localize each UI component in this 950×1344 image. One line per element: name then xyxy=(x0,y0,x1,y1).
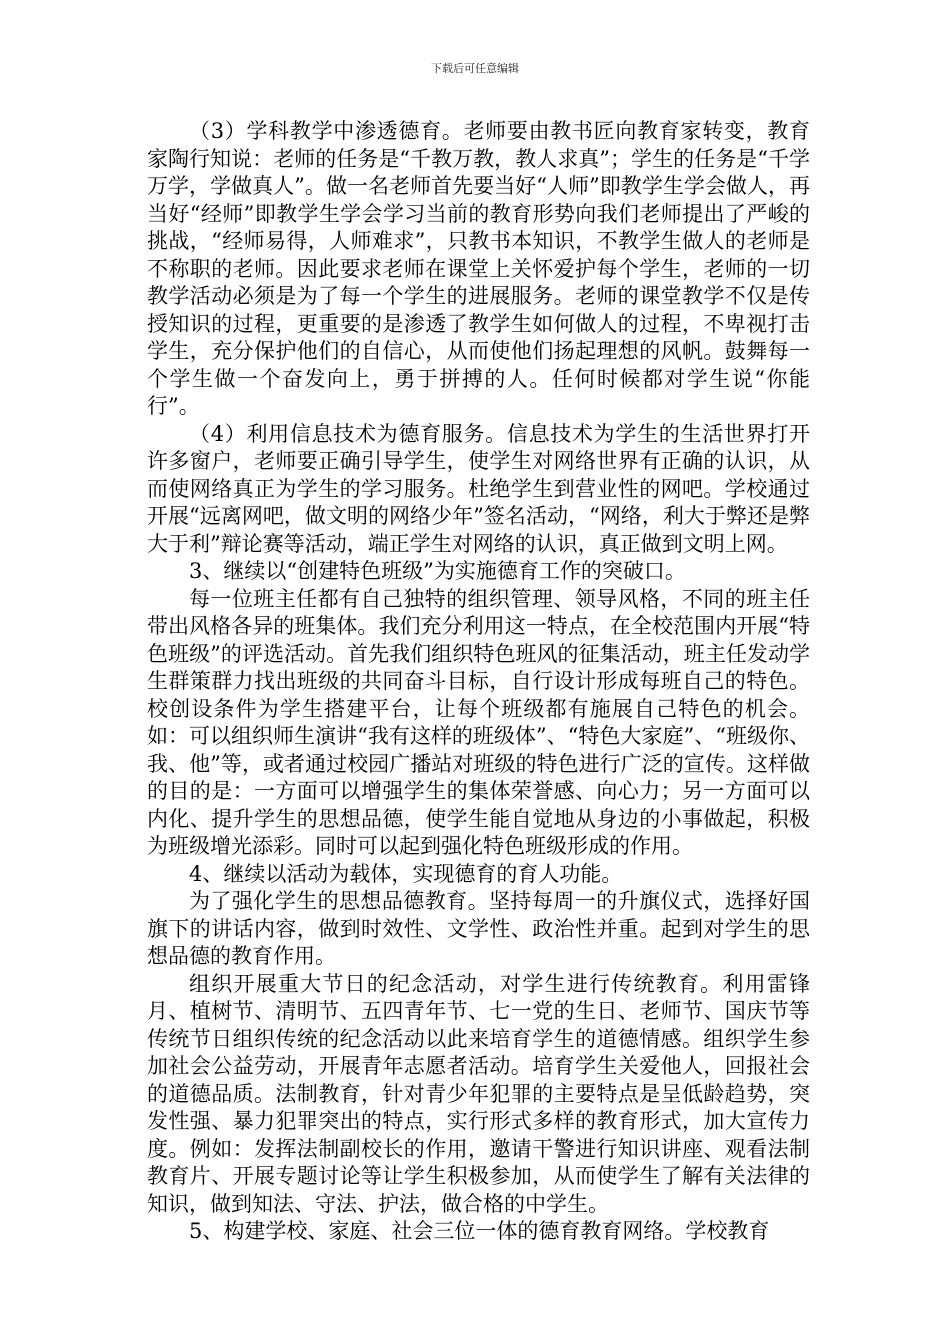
heading-activities: 4、继续以活动为载体，实现德育的育人功能。 xyxy=(189,861,623,886)
page-header: 下载后可任意编辑 xyxy=(431,62,519,75)
heading-special-class: 3、继续以“创建特色班级”为实施德育工作的突破口。 xyxy=(189,559,686,583)
paragraph-information-technology: （4）利用信息技术为德育服务。信息技术为学生的生活世界打开许多窗户，老师要正确引导学生，使学生对网络世界有正确的认识，从而使网络真正为学生的学习服务。杜绝学生到营业性的网吧。学校通过开展“远离网吧，做文明的网络少年”签名活动，“网络，利大于弊还是弊大于利”辩论赛等活动，端正学生对网络的认识，真正做到文明上网。 xyxy=(147,421,810,556)
paragraph-festival-activities: 组织开展重大节日的纪念活动，对学生进行传统教育。利用雷锋月、植树节、清明节、五四青年节、七一党的生日、老师节、国庆节等传统节日组织传统的纪念活动以此来培育学生的道德情感。组织学生参加社会公益劳动，开展青年志愿者活动。培育学生关爱他人，回报社会的道德品质。法制教育，针对青少年犯罪的主要特点是呈低龄趋势，突发性强、暴力犯罪突出的特点，实行形式多样的教育形式，加大宣传力度。例如：发挥法制副校长的作用，邀请干警进行知识讲座、观看法制教育片、开展专题讨论等让学生积极参加，从而使学生了解有关法律的知识，做到知法、守法、护法，做合格的中学生。 xyxy=(147,971,810,1216)
heading-education-network: 5、构建学校、家庭、社会三位一体的德育教育网络。学校教育 xyxy=(189,1219,770,1243)
paragraph-subject-teaching: （3）学科教学中渗透德育。老师要由教书匠向教育家转变，教育家陶行知说：老师的任务是“千教万教，教人求真”；学生的任务是“千学万学，学做真人”。做一名老师首先要当好“人师”即教学生学会做人，再当好“经师”即教学生学会学习当前的教育形势向我们老师提出了严峻的挑战，“经师易得，人师难求”，只教书本知识，不教学生做人的老师是不称职的老师。因此要求老师在课堂上关怀爱护每个学生，老师的一切教学活动必须是为了每一个学生的进展服务。老师的课堂教学不仅是传授知识的过程，更重要的是渗透了教学生如何做人的过程，不卑视打击学生，充分保护他们的自信心，从而使他们扬起理想的风帆。鼓舞每一个学生做一个奋发向上，勇于拼搏的人。任何时候都对学生说“你能行”。 xyxy=(147,119,810,418)
paragraph-special-class: 每一位班主任都有自己独特的组织管理、领导风格，不同的班主任带出风格各异的班集体。我们充分利用这一特点，在全校范围内开展“特色班级”的评选活动。首先我们组织特色班风的征集活动，班主任发动学生群策群力找出班级的共同奋斗目标，自行设计形成每班自己的特色。校创设条件为学生搭建平台，让每个班级都有施展自己特色的机会。如：可以组织师生演讲“我有这样的班级体”、“特色大家庭”、“班级你、我、他”等，或者通过校园广播站对班级的特色进行广泛的宣传。这样做的目的是：一方面可以增强学生的集体荣誉感、向心力；另一方面可以内化、提升学生的思想品德，使学生能自觉地从身边的小事做起，积极为班级增光添彩。同时可以起到强化特色班级形成的作用。 xyxy=(147,586,810,858)
document-body xyxy=(147,118,810,1246)
paragraph-flag-ceremony: 为了强化学生的思想品德教育。坚持每周一的升旗仪式，选择好国旗下的讲话内容，做到时效性、文学性、政治性并重。起到对学生的思想品德的教育作用。 xyxy=(147,889,810,968)
